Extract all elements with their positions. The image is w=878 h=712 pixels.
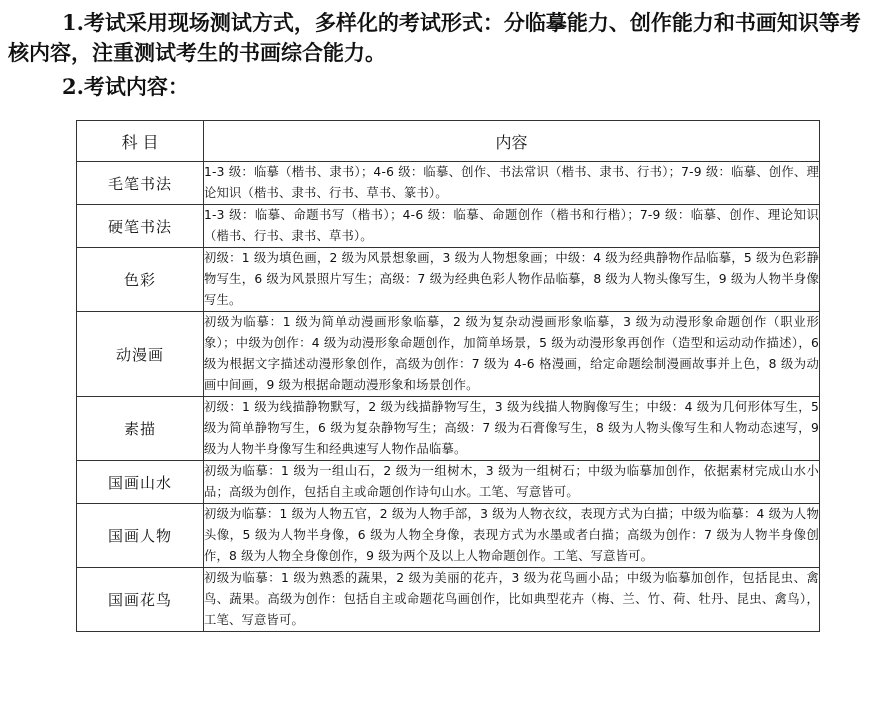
table-row bbox=[77, 397, 820, 461]
header-content: 内容 bbox=[204, 121, 820, 162]
subject-cell: 毛笔书法 bbox=[77, 162, 204, 205]
content-cell: 初级为临摹：1 级为熟悉的蔬果，2 级为美丽的花卉，3 级为花鸟画小品；中级为临摹加创作，包括昆虫、禽鸟、蔬果。高级为创作：包括自主或命题花鸟画创作，比如典型花卉（梅、兰、竹、荷、牡丹、昆虫、禽鸟），工笔、写意皆可。 bbox=[204, 568, 820, 632]
intro-paragraph-1: 1.考试采用现场测试方式，多样化的考试形式：分临摹能力、创作能力和书画知识等考核内容，注重测试考生的书画综合能力。 bbox=[8, 10, 861, 65]
table-row bbox=[77, 162, 820, 205]
content-cell: 1-3 级：临摹、命题书写（楷书）；4-6 级：临摹、命题创作（楷书和行楷）；7-9 级：临摹、创作、理论知识（楷书、行书、隶书、草书）。 bbox=[204, 205, 820, 248]
subject-cell: 国画山水 bbox=[77, 461, 204, 504]
header-subject: 科 目 bbox=[77, 121, 204, 162]
content-cell: 初级：1 级为填色画，2 级为风景想象画，3 级为人物想象画；中级：4 级为经典静物作品临摹，5 级为色彩静物写生，6 级为风景照片写生；高级：7 级为经典色彩人物作品临摹，8 级为人物头像写生，9 级为人物半身像写生。 bbox=[204, 248, 820, 312]
subject-cell: 硬笔书法 bbox=[77, 205, 204, 248]
table-row bbox=[77, 568, 820, 632]
table-row bbox=[77, 312, 820, 397]
table-row bbox=[77, 248, 820, 312]
content-cell: 初级：1 级为线描静物默写，2 级为线描静物写生，3 级为线描人物胸像写生；中级：4 级为几何形体写生，5 级为简单静物写生，6 级为复杂静物写生；高级：7 级为石膏像写生，8 级为人物头像写生和人物动态速写，9 级为人物半身像写生和经典速写人物作品临摹。 bbox=[204, 397, 820, 461]
subject-cell: 国画花鸟 bbox=[77, 568, 204, 632]
subject-cell: 素描 bbox=[77, 397, 204, 461]
content-cell: 1-3 级：临摹（楷书、隶书）；4-6 级：临摹、创作、书法常识（楷书、隶书、行书）；7-9 级：临摹、创作、理论知识（楷书、隶书、行书、草书、篆书）。 bbox=[204, 162, 820, 205]
table-row bbox=[77, 504, 820, 568]
content-cell: 初级为临摹：1 级为一组山石，2 级为一组树木，3 级为一组树石；中级为临摹加创作，依据素材完成山水小品；高级为创作，包括自主或命题创作诗句山水。工笔、写意皆可。 bbox=[204, 461, 820, 504]
table-row bbox=[77, 205, 820, 248]
subject-cell: 色彩 bbox=[77, 248, 204, 312]
content-cell: 初级为临摹：1 级为简单动漫画形象临摹，2 级为复杂动漫画形象临摹，3 级为动漫形象命题创作（职业形象）；中级为创作：4 级为动漫形象命题创作，加简单场景，5 级为动漫形象再创作（造型和运动动作描述），6 级为根据文字描述动漫形象创作，高级为创作：7 级为 4-6 格漫画，给定命题绘制漫画故事并上色，8 级为动画中间画，9 级为根据命题动漫形象和场景创作。 bbox=[204, 312, 820, 397]
subject-cell: 动漫画 bbox=[77, 312, 204, 397]
subject-cell: 国画人物 bbox=[77, 504, 204, 568]
table-header-row bbox=[77, 121, 820, 162]
exam-content-table bbox=[76, 120, 820, 632]
intro-paragraph-2: 2.考试内容： bbox=[62, 74, 189, 99]
table-row bbox=[77, 461, 820, 504]
content-cell: 初级为临摹：1 级为人物五官，2 级为人物手部，3 级为人物衣纹，表现方式为白描；中级为临摹：4 级为人物头像，5 级为人物半身像，6 级为人物全身像，表现方式为水墨或者白描；高级为创作：7 级为人物半身像创作，8 级为人物全身像创作，9 级为两个及以上人物命题创作。工笔、写意皆可。 bbox=[204, 504, 820, 568]
